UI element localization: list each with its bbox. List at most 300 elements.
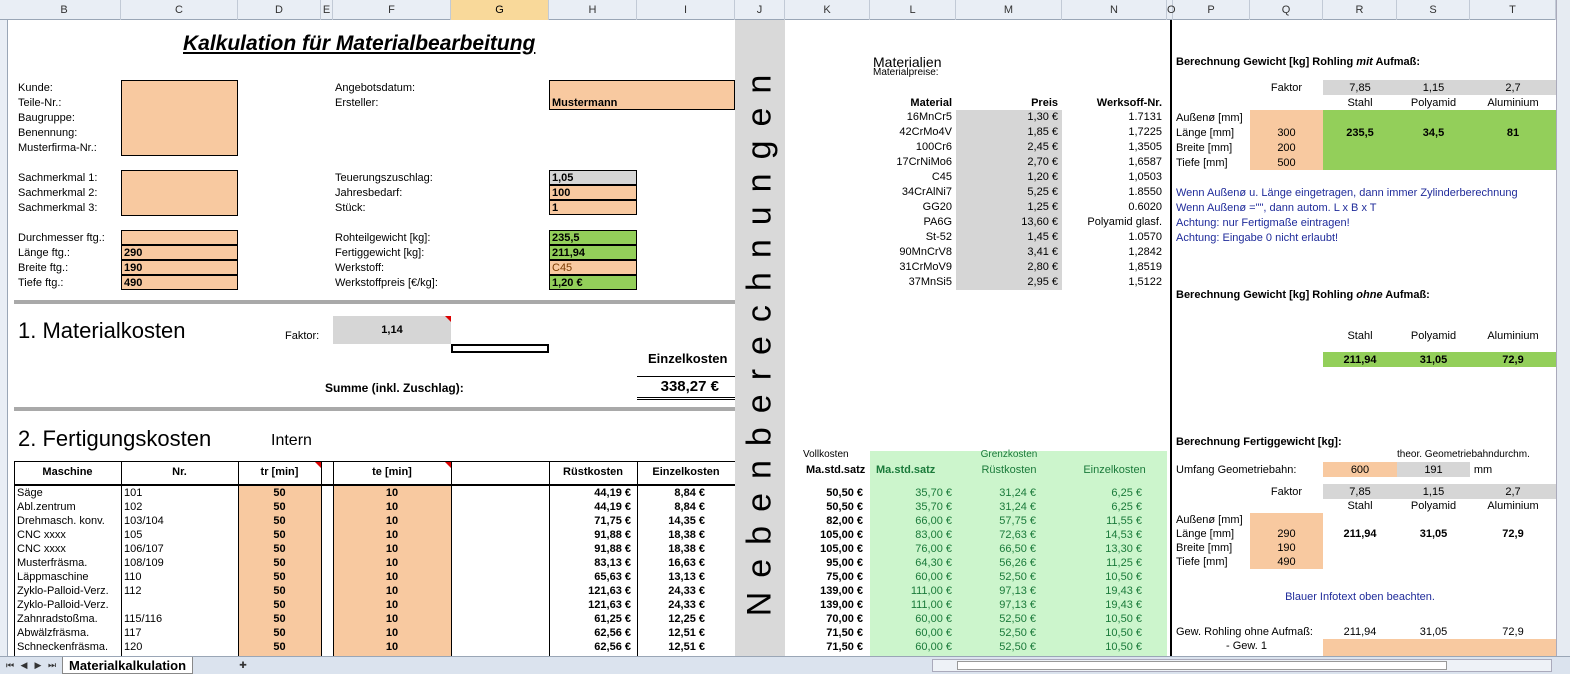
machine-nr: 103/104: [124, 515, 164, 527]
material-name: 42CrMo4V: [899, 126, 952, 138]
faktor-aluminium: 2,7: [1505, 82, 1521, 94]
th-te: te [min]: [372, 466, 412, 478]
tr-value[interactable]: 50: [273, 529, 286, 541]
label-ersteller: Ersteller:: [335, 97, 379, 109]
machine-nr: 106/107: [124, 543, 164, 555]
breite-value: 190: [124, 262, 143, 274]
grenz-ruest-value: 52,50 €: [999, 627, 1036, 639]
material-name: 31CrMoV9: [899, 261, 952, 273]
machine-nr: 112: [124, 585, 142, 597]
machine-nr: 105: [124, 529, 143, 541]
mat3-aluminium: Aluminium: [1487, 500, 1539, 512]
grenz-ma-std-value: 111,00 €: [910, 599, 952, 611]
r1-label-aussen: Außenø [mm]: [1176, 112, 1243, 124]
summe-top-border: [637, 376, 735, 377]
w1-polyamid: 34,5: [1422, 127, 1445, 139]
material-werkstoffnr: 1.7131: [1128, 111, 1162, 123]
col-header-o[interactable]: O: [1167, 0, 1173, 20]
material-name: 37MnSi5: [908, 276, 952, 288]
einzelkosten-value: 8,84 €: [674, 487, 705, 499]
grenz-ma-std-value: 66,00 €: [915, 515, 952, 527]
te-value[interactable]: 10: [385, 571, 399, 583]
right-divider: [1170, 20, 1172, 656]
grenz-ruest-value: 31,24 €: [999, 501, 1036, 513]
material-werkstoffnr: 1,5122: [1128, 276, 1162, 288]
vollkosten-value: 75,00 €: [826, 571, 863, 583]
grenz-ruest-value: 57,75 €: [999, 515, 1036, 527]
grenz-ruest-value: 56,26 €: [999, 557, 1036, 569]
ruestkosten-value: 44,19 €: [594, 501, 631, 513]
col-header-g[interactable]: G: [451, 0, 549, 20]
umfang-value: 600: [1350, 464, 1370, 476]
section-fertigungskosten: 2. Fertigungskosten: [18, 426, 212, 451]
grenzkosten-label: Grenzkosten: [980, 449, 1038, 460]
einzelkosten-value: 24,33 €: [668, 585, 705, 597]
label-werkstoffpreis: Werkstoffpreis [€/kg]:: [335, 277, 438, 289]
machine-name: Drehmasch. konv.: [17, 515, 105, 527]
col-header-c[interactable]: C: [121, 0, 238, 20]
te-value[interactable]: 10: [385, 501, 399, 513]
scrollbar-thumb[interactable]: [957, 661, 1447, 670]
calc-mit-header: Berechnung Gewicht [kg] Rohling mit Aufmaß:: [1176, 56, 1421, 68]
col-header-e[interactable]: E: [321, 0, 333, 20]
geo-label: theor. Geometriebahndurchm.: [1397, 449, 1530, 460]
ma-std-header: Ma.std.satz: [806, 464, 866, 476]
te-value[interactable]: 10: [385, 543, 399, 555]
r1-label-tiefe: Tiefe [mm]: [1176, 157, 1228, 169]
grenz-einzelkosten-header: Einzelkosten: [1083, 464, 1146, 476]
label-angebotsdatum: Angebotsdatum:: [335, 82, 416, 94]
vertical-scrollbar[interactable]: [1556, 0, 1570, 656]
ruestkosten-value: 121,63 €: [588, 585, 631, 597]
mat-stahl: Stahl: [1347, 97, 1373, 109]
machine-nr: 110: [124, 571, 142, 583]
material-werkstoffnr: 1,8519: [1128, 261, 1162, 273]
r3-label-laenge: Länge [mm]: [1176, 528, 1235, 540]
page-title: Kalkulation für Materialbearbeitung: [183, 32, 536, 55]
r3-tiefe: 490: [1277, 556, 1296, 568]
material-preis: 2,45 €: [1027, 141, 1058, 153]
label-fertiggewicht: Fertiggewicht [kg]:: [335, 247, 425, 259]
vollkosten-value: 105,00 €: [820, 543, 863, 555]
material-preis: 13,60 €: [1021, 216, 1058, 228]
col-header-d[interactable]: D: [238, 0, 321, 20]
einzelkosten-value: 12,51 €: [668, 627, 705, 639]
section-divider-2: [14, 407, 735, 411]
label-teile-nr: Teile-Nr.:: [18, 97, 62, 109]
einzelkosten-value: 8,84 €: [674, 501, 705, 513]
label-sachmerkmal-2: Sachmerkmal 2:: [18, 187, 98, 199]
label-durchmesser: Durchmesser ftg.:: [18, 232, 105, 244]
gew-stahl: 211,94: [1343, 626, 1377, 638]
note-2: Wenn Außenø ="", dann autom. L x B x T: [1176, 202, 1377, 214]
material-name: 17CrNiMo6: [896, 156, 952, 168]
label-sachmerkmal-1: Sachmerkmal 1:: [18, 172, 98, 184]
einzelkosten-value: 12,51 €: [668, 641, 705, 653]
note-1: Wenn Außenø u. Länge eingetragen, dann immer Zylinderberechnung: [1176, 187, 1518, 199]
material-werkstoffnr: 1,7225: [1128, 126, 1162, 138]
th-tr: tr [min]: [260, 466, 299, 478]
te-value[interactable]: 10: [385, 585, 399, 597]
einzelkosten-value: 12,25 €: [668, 613, 705, 625]
grenz-einzel-value: 19,43 €: [1105, 599, 1142, 611]
tr-value[interactable]: 50: [273, 487, 286, 499]
label-rohteilgewicht: Rohteilgewicht [kg]:: [335, 232, 431, 244]
machine-name: Säge: [17, 487, 43, 499]
label-werkstoff: Werkstoff:: [335, 262, 385, 274]
material-preis: 2,70 €: [1027, 156, 1058, 168]
tr-value[interactable]: 50: [273, 585, 286, 597]
col-header-m[interactable]: M: [956, 0, 1062, 20]
r3-label-tiefe: Tiefe [mm]: [1176, 556, 1228, 568]
ruestkosten-value: 61,25 €: [594, 613, 631, 625]
first-sheet-icon[interactable]: ⏮: [5, 660, 15, 670]
mat2-stahl: Stahl: [1347, 330, 1373, 342]
tr-value[interactable]: 50: [273, 571, 286, 583]
th-einzelkosten: Einzelkosten: [652, 466, 720, 478]
vollkosten-value: 50,50 €: [826, 487, 863, 499]
ruestkosten-value: 71,75 €: [594, 515, 631, 527]
einzelkosten-value: 18,38 €: [668, 529, 705, 541]
vollkosten-value: 71,50 €: [826, 641, 863, 653]
grenz-ma-std-value: 60,00 €: [915, 571, 952, 583]
machine-name: Schneckenfräsma.: [17, 641, 109, 653]
tr-value[interactable]: 50: [273, 515, 286, 527]
blauer-infotext: Blauer Infotext oben beachten.: [1285, 591, 1435, 603]
col-header-h[interactable]: H: [549, 0, 637, 20]
col-header-b[interactable]: B: [8, 0, 121, 20]
material-preis: 1,45 €: [1027, 231, 1058, 243]
col-header-t[interactable]: T: [1470, 0, 1556, 20]
col-header-j[interactable]: J: [735, 0, 785, 20]
faktor3-polyamid: 1,15: [1422, 486, 1445, 498]
te-value[interactable]: 10: [385, 529, 399, 541]
col-header-n[interactable]: N: [1062, 0, 1167, 20]
sheet-tab-materialkalkulation[interactable]: Materialkalkulation: [62, 657, 193, 674]
te-value[interactable]: 10: [385, 613, 399, 625]
material-preis: 1,20 €: [1027, 171, 1058, 183]
label-teuerung: Teuerungszuschlag:: [335, 172, 433, 184]
faktor-label-right: Faktor: [1270, 82, 1303, 94]
material-name: St-52: [925, 231, 952, 243]
grenz-einzel-value: 13,30 €: [1105, 543, 1142, 555]
grenz-einzel-value: 11,55 €: [1106, 515, 1142, 527]
vollkosten-label: Vollkosten: [803, 449, 849, 460]
mat-aluminium: Aluminium: [1487, 97, 1539, 109]
material-werkstoffnr: 1,2842: [1128, 246, 1162, 258]
customer-input-block[interactable]: [121, 80, 238, 156]
tr-value[interactable]: 50: [273, 613, 286, 625]
prev-sheet-icon[interactable]: ◀: [20, 660, 28, 670]
machine-name: CNC xxxx: [17, 543, 66, 555]
material-werkstoffnr: 1,0503: [1128, 171, 1162, 183]
material-werkstoffnr: 0.6020: [1128, 201, 1162, 213]
r1-label-breite: Breite [mm]: [1176, 142, 1233, 154]
mat3-polyamid: Polyamid: [1410, 500, 1457, 512]
einzelkosten-value: 16,63 €: [668, 557, 705, 569]
grenz-ruest-value: 52,50 €: [999, 571, 1036, 583]
label-sachmerkmal-3: Sachmerkmal 3:: [18, 202, 98, 214]
col-header-k[interactable]: K: [785, 0, 870, 20]
materialien-title: Materialien: [873, 54, 942, 70]
tr-value[interactable]: 50: [273, 501, 286, 513]
note-4: Achtung: Eingabe 0 nicht erlaubt!: [1176, 232, 1339, 244]
stueck-value: 1: [552, 202, 559, 214]
machine-name: Läppmaschine: [17, 571, 89, 583]
ruestkosten-value: 62,56 €: [594, 641, 631, 653]
te-value[interactable]: 10: [385, 627, 399, 639]
grenz-ma-std-value: 111,00 €: [910, 585, 952, 597]
machine-nr: 101: [124, 487, 143, 499]
umfang-unit: mm: [1473, 464, 1493, 476]
ruestkosten-value: 65,63 €: [594, 571, 631, 583]
tr-value[interactable]: 50: [273, 641, 286, 653]
grenz-ruest-value: 97,13 €: [999, 585, 1036, 597]
r1-breite: 200: [1277, 142, 1296, 154]
te-value[interactable]: 10: [385, 515, 399, 527]
ersteller-value: Mustermann: [552, 97, 618, 109]
tr-value[interactable]: 50: [273, 557, 286, 569]
label-laenge: Länge ftg.:: [18, 247, 70, 259]
last-sheet-icon[interactable]: ⏭: [47, 660, 57, 670]
w2-stahl: 211,94: [1343, 354, 1377, 366]
calc-fertig-header: Berechnung Fertiggewicht [kg]:: [1176, 436, 1342, 448]
mat-polyamid: Polyamid: [1410, 97, 1457, 109]
gew-aluminium: 72,9: [1502, 626, 1524, 638]
section-divider-1: [14, 300, 735, 304]
vollkosten-value: 105,00 €: [820, 529, 863, 541]
grenz-einzel-value: 10,50 €: [1105, 641, 1142, 653]
summe-label: Summe (inkl. Zuschlag):: [325, 381, 464, 395]
label-faktor: Faktor:: [285, 330, 320, 342]
w3-polyamid: 31,05: [1419, 528, 1448, 540]
comment-marker-icon[interactable]: [445, 316, 451, 322]
r3-breite: 190: [1277, 542, 1296, 554]
material-name: 16MnCr5: [906, 111, 952, 123]
material-preis: 2,95 €: [1027, 276, 1058, 288]
material-werkstoffnr: Polyamid glasf.: [1087, 216, 1162, 228]
mat2-polyamid: Polyamid: [1410, 330, 1457, 342]
ma-std-header-2: Ma.std.satz: [876, 464, 936, 476]
grenz-einzel-value: 19,43 €: [1105, 585, 1142, 597]
intern-label: Intern: [271, 432, 312, 449]
label-baugruppe: Baugruppe:: [18, 112, 75, 124]
material-name: GG20: [922, 201, 952, 213]
faktor-polyamid: 1,15: [1422, 82, 1445, 94]
r1-label-laenge: Länge [mm]: [1176, 127, 1235, 139]
mat-header-werkstoffnr: Werksoff-Nr.: [1096, 97, 1162, 109]
label-benennung: Benennung:: [18, 127, 78, 139]
grenz-einzel-value: 11,25 €: [1106, 557, 1142, 569]
laenge-value: 290: [124, 247, 143, 259]
w2-polyamid: 31,05: [1419, 354, 1448, 366]
col-header-f[interactable]: F: [333, 0, 451, 20]
machine-nr: 108/109: [124, 557, 164, 569]
r3-label-breite: Breite [mm]: [1176, 542, 1233, 554]
faktor3-stahl: 7,85: [1349, 486, 1371, 498]
grenz-einzel-value: 10,50 €: [1105, 613, 1142, 625]
grenz-ruest-value: 66,50 €: [999, 543, 1036, 555]
grenz-einzel-value: 6,25 €: [1111, 487, 1142, 499]
grenz-einzel-value: 10,50 €: [1105, 571, 1142, 583]
einzelkosten-value: 24,33 €: [668, 599, 705, 611]
w3-aluminium: 72,9: [1502, 528, 1524, 540]
machine-name: CNC xxxx: [17, 529, 66, 541]
summe-value: 338,27 €: [660, 378, 719, 395]
ruestkosten-value: 83,13 €: [594, 557, 631, 569]
einzelkosten-header: Einzelkosten: [648, 351, 728, 366]
gew-rohling-label: Gew. Rohling ohne Aufmaß:: [1176, 626, 1313, 638]
material-name: PA6G: [923, 216, 952, 228]
machine-name: Zyklo-Palloid-Verz.: [17, 599, 109, 611]
r3-label-aussen: Außenø [mm]: [1176, 514, 1243, 526]
col-header-r[interactable]: R: [1323, 0, 1397, 20]
grenz-einzel-value: 10,50 €: [1105, 627, 1142, 639]
ruestkosten-value: 44,19 €: [594, 487, 631, 499]
grenz-ruest-value: 31,24 €: [999, 487, 1036, 499]
machine-name: Zyklo-Palloid-Verz.: [17, 585, 109, 597]
label-stueck: Stück:: [335, 202, 366, 214]
section-materialkosten: 1. Materialkosten: [18, 318, 186, 343]
summe-double-underline: [637, 397, 735, 400]
grenz-ma-std-value: 60,00 €: [915, 641, 952, 653]
tr-value[interactable]: 50: [273, 543, 286, 555]
faktor-value: 1,14: [381, 324, 403, 336]
werkstoffpreis-value: 1,20 €: [552, 277, 583, 289]
vollkosten-value: 50,50 €: [826, 501, 863, 513]
selected-cell-g[interactable]: [451, 344, 549, 353]
grenz-ma-std-value: 76,00 €: [915, 543, 952, 555]
col-header-p[interactable]: P: [1173, 0, 1250, 20]
werkstoff-value: C45: [552, 262, 573, 274]
vollkosten-value: 95,00 €: [826, 557, 863, 569]
ruestkosten-value: 121,63 €: [588, 599, 631, 611]
machine-name: Abl.zentrum: [17, 501, 76, 513]
te-value[interactable]: 10: [385, 487, 399, 499]
material-name: C45: [931, 171, 952, 183]
gew1-label: - Gew. 1: [1226, 640, 1267, 652]
grenz-ma-std-value: 60,00 €: [915, 627, 952, 639]
horizontal-scrollbar[interactable]: [932, 659, 1552, 672]
row-header-bar: [0, 20, 8, 656]
vollkosten-value: 82,00 €: [826, 515, 863, 527]
label-breite: Breite ftg.:: [18, 262, 69, 274]
note-3: Achtung: nur Fertigmaße eintragen!: [1176, 217, 1350, 229]
col-header-q[interactable]: Q: [1250, 0, 1323, 20]
gew1-input[interactable]: [1323, 639, 1556, 656]
einzelkosten-value: 18,38 €: [668, 543, 705, 555]
grenz-einzel-value: 14,53 €: [1105, 529, 1142, 541]
te-value[interactable]: 10: [385, 641, 399, 653]
grenz-ruest-value: 52,50 €: [999, 641, 1036, 653]
durchmesser-cell[interactable]: [121, 230, 238, 245]
vollkosten-value: 139,00 €: [820, 599, 863, 611]
vollkosten-value: 139,00 €: [820, 585, 863, 597]
te-value[interactable]: 10: [385, 599, 399, 611]
w1-aluminium: 81: [1506, 127, 1520, 139]
col-header-i[interactable]: I: [637, 0, 735, 20]
grenz-einzel-value: 6,25 €: [1111, 501, 1142, 513]
material-werkstoffnr: 1.0570: [1128, 231, 1162, 243]
grenz-ruest-value: 97,13 €: [999, 599, 1036, 611]
faktor3-aluminium: 2,7: [1505, 486, 1521, 498]
calc-ohne-header: Berechnung Gewicht [kg] Rohling ohne Aufmaß:: [1176, 289, 1430, 301]
material-name: 100Cr6: [915, 141, 952, 153]
material-preis: 1,25 €: [1027, 201, 1058, 213]
col-header-s[interactable]: S: [1397, 0, 1470, 20]
umfang-value-2: 191: [1424, 464, 1443, 476]
machine-name: Musterfräsma.: [17, 557, 88, 569]
col-header-l[interactable]: L: [870, 0, 956, 20]
mat-header-material: Material: [910, 97, 952, 109]
material-preis: 1,85 €: [1027, 126, 1058, 138]
faktor-label-3: Faktor: [1270, 486, 1303, 498]
w1-stahl: 235,5: [1346, 127, 1374, 139]
material-name: 90MnCrV8: [899, 246, 952, 258]
material-preis: 2,80 €: [1027, 261, 1058, 273]
machine-nr: 120: [124, 641, 143, 653]
grenz-ruestkosten-header: Rüstkosten: [981, 464, 1037, 476]
sachmerkmal-input-block[interactable]: [121, 170, 238, 216]
tr-value[interactable]: 50: [273, 599, 286, 611]
stueck-cell[interactable]: [549, 200, 637, 215]
mat-header-preis: Preis: [1031, 97, 1058, 109]
rohteilgewicht-value: 235,5: [552, 232, 580, 244]
machine-nr: 117: [124, 627, 142, 639]
label-musterfirma: Musterfirma-Nr.:: [18, 142, 97, 154]
label-kunde: Kunde:: [18, 82, 53, 94]
material-preis: 3,41 €: [1027, 246, 1058, 258]
w2-aluminium: 72,9: [1502, 354, 1524, 366]
tiefe-value: 490: [124, 277, 143, 289]
nebenberechnungen-label: Nebenberechnungen: [740, 60, 779, 616]
new-sheet-icon[interactable]: ✚: [239, 660, 247, 670]
machine-nr: 102: [124, 501, 143, 513]
machine-name: Zahnradstoßma.: [17, 613, 98, 625]
next-sheet-icon[interactable]: ▶: [34, 660, 42, 670]
fertiggewicht-value: 211,94: [552, 247, 586, 259]
w3-stahl: 211,94: [1343, 528, 1377, 540]
th-nr: Nr.: [172, 466, 187, 478]
ruestkosten-value: 91,88 €: [594, 543, 631, 555]
weights1-fill: [1323, 110, 1556, 170]
grenz-ma-std-value: 60,00 €: [915, 613, 952, 625]
grenz-ma-std-value: 64,30 €: [915, 557, 952, 569]
tr-value[interactable]: 50: [273, 627, 286, 639]
th-maschine: Maschine: [42, 466, 93, 478]
grenz-ma-std-value: 83,00 €: [915, 529, 952, 541]
te-value[interactable]: 10: [385, 557, 399, 569]
grenz-ruest-value: 52,50 €: [999, 613, 1036, 625]
gew-polyamid: 31,05: [1419, 626, 1448, 638]
material-werkstoffnr: 1,3505: [1128, 141, 1162, 153]
label-jahresbedarf: Jahresbedarf:: [335, 187, 403, 199]
einzelkosten-value: 14,35 €: [668, 515, 705, 527]
teuerung-value: 1,05: [552, 172, 574, 184]
material-werkstoffnr: 1.8550: [1128, 186, 1162, 198]
machine-nr: 115/116: [124, 613, 163, 625]
ruestkosten-value: 62,56 €: [594, 627, 631, 639]
mat2-aluminium: Aluminium: [1487, 330, 1539, 342]
nebenberechnungen-wrap: [735, 20, 785, 656]
grenz-ruest-value: 72,63 €: [999, 529, 1036, 541]
materialpreise-label: Materialpreise:: [873, 67, 939, 78]
mat3-stahl: Stahl: [1347, 500, 1373, 512]
jahresbedarf-value: 100: [552, 187, 571, 199]
faktor-stahl: 7,85: [1349, 82, 1371, 94]
vollkosten-value: 71,50 €: [826, 627, 863, 639]
einzelkosten-value: 13,13 €: [668, 571, 705, 583]
